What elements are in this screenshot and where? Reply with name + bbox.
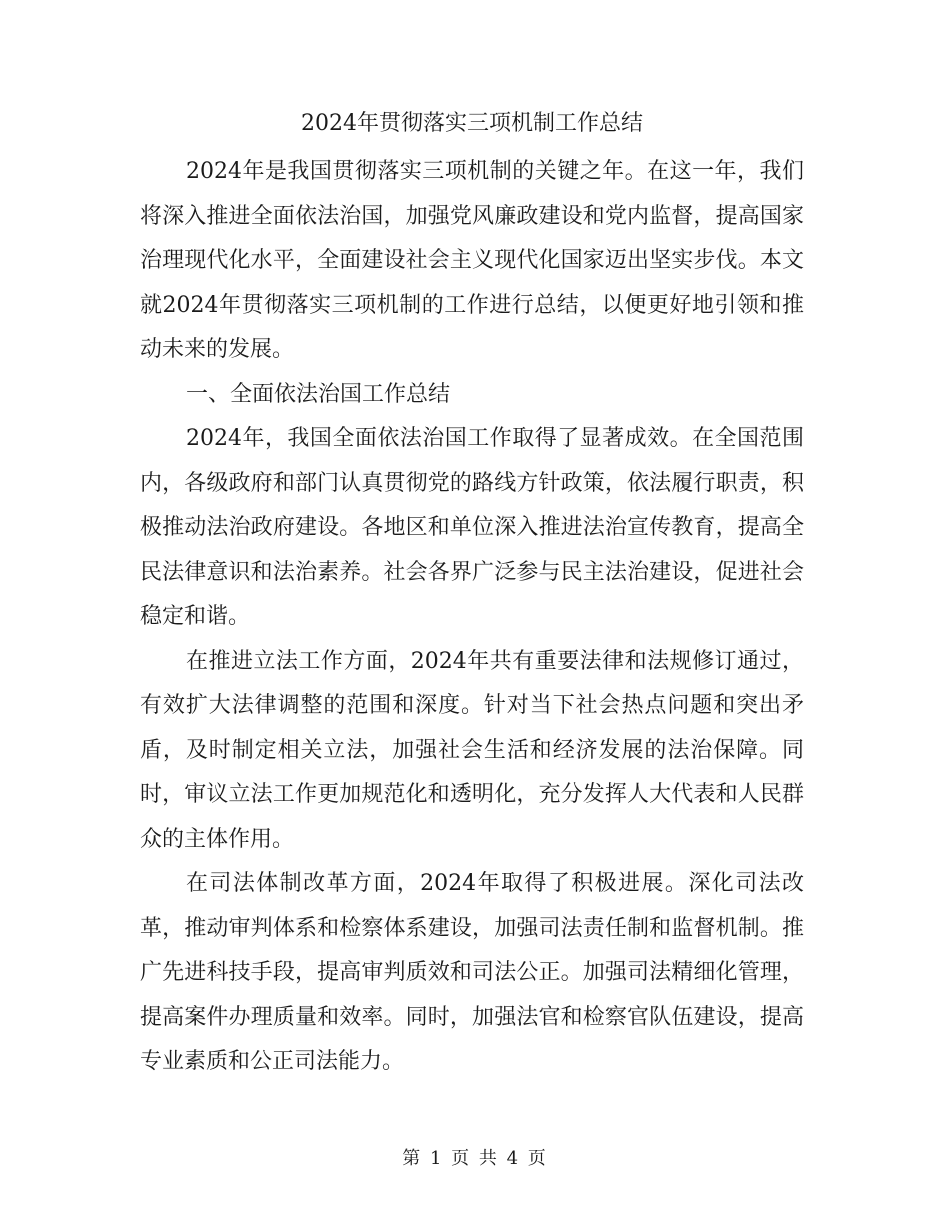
paragraph-rule-of-law: 2024年，我国全面依法治国工作取得了显著成效。在全国范围内，各级政府和部门认真贯彻党的路线方针政策，依法履行职责，积极推动法治政府建设。各地区和单位深入推进法治宣传教育，提高全民法律意识和法治素养。社会各界广泛参与民主法治建设，促进社会稳定和谐。: [140, 426, 804, 629]
page-number-footer: 第 1 页 共 4 页: [402, 1148, 548, 1169]
document-body: [140, 102, 804, 1085]
paragraph-intro: 2024年是我国贯彻落实三项机制的关键之年。在这一年，我们将深入推进全面依法治国，加强党风廉政建设和党内监督，提高国家治理现代化水平，全面建设社会主义现代化国家迈出坚实步伐。本文就2024年贯彻落实三项机制的工作进行总结，以便更好地引领和推动未来的发展。: [140, 159, 804, 362]
document-title: 2024年贯彻落实三项机制工作总结: [301, 111, 643, 136]
paragraph-judicial-reform: 在司法体制改革方面，2024年取得了积极进展。深化司法改革，推动审判体系和检察体系建设，加强司法责任制和监督机制。推广先进科技手段，提高审判质效和司法公正。加强司法精细化管理，提高案件办理质量和效率。同时，加强法官和检察官队伍建设，提高专业素质和公正司法能力。: [140, 871, 804, 1074]
paragraph-legislation: 在推进立法工作方面，2024年共有重要法律和法规修订通过，有效扩大法律调整的范围和深度。针对当下社会热点问题和突出矛盾，及时制定相关立法，加强社会生活和经济发展的法治保障。同时，审议立法工作更加规范化和透明化，充分发挥人大代表和人民群众的主体作用。: [140, 648, 804, 852]
section-heading: 一、全面依法治国工作总结: [186, 381, 451, 407]
